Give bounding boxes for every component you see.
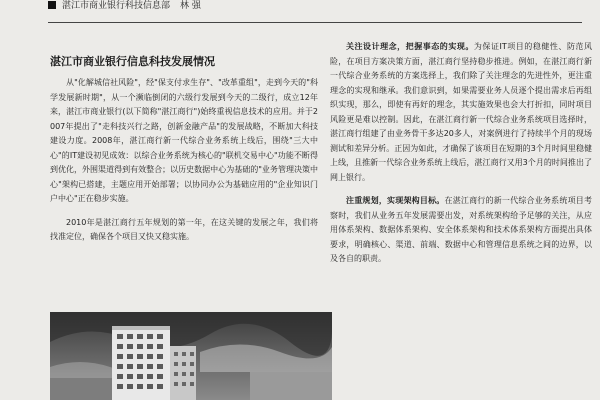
building-photo [50, 312, 332, 400]
article-title: 湛江市商业银行信息科技发展情况 [50, 55, 215, 68]
left-paragraph-1: 从"化解城信社风险"，经"保支付求生存"、"改革重组"，走到今天的"科学发展新时期"，从一个濒临倒闭的六级行发展到今天的二级行，成立12年来，湛江市商业银行(以下简称"湛江商行")始终重视信息技术的应用。并于2007年提出了"走科技兴行之路，创新金融产品"的发展战略，不断加大科技建设力度。2008年，湛江商行新一代综合业务系统上线后，围绕"三大中心"的IT建设初见成效：以综合业务系统为核心的"联机交易中心"功能不断得到优化，外围渠道得到有效整合；以历史数据中心为基础的"业务管理决策中心"架构已搭建，主题应用开始部署；以协同办公为基础应用的"企业知识门户中心"正在稳步实施。 [50, 78, 318, 203]
byline-author: 林 强 [180, 1, 201, 11]
right-paragraph-1-lead: 关注设计理念，把握事态的实现。 [346, 42, 474, 51]
building-photo-graphic [50, 312, 332, 400]
right-paragraph-2-text: 在湛江商行的新一代综合业务系统项目考察时，我们从业务五年发展需要出发，对系统架构给予足够的关注，从应用体系架构、数据体系架构、安全体系架构和技术体系架构方面提出具体要求，明确核心、渠道、前端、数据中心和管理信息系统之间的边界，以及各自的职责。 [330, 196, 592, 263]
header-rule [48, 22, 582, 23]
right-paragraph-1-text: 为保证IT项目的稳健性、防范风险，在项目方案决策方面，湛江商行坚持稳步推进。例如，在湛江商行新一代综合业务系统的方案选择上，我们除了关注理念的先进性外，更注重理念的实现和继承。我们意识到，如果需要业务人员逐个提出需求后再组织实现，那么，即使有再好的理念，其实施效果也会大打折扣，同时项目风险更是难以控制。因此，在湛江商行新一代综合业务系统项目选择时，湛江商行组建了由业务骨干多达20多人，对案例进行了持续半个月的现场测试和差异分析。正因为如此，才确保了该项目在短期的3个月时间里稳健上线，且推新一代综合业务系统上线后，湛江商行又用3个月的时间推出了网上银行。 [330, 42, 592, 182]
right-paragraph-2 [330, 194, 592, 267]
left-column [50, 55, 318, 254]
right-paragraph-1 [330, 40, 592, 185]
right-paragraph-2-lead: 注重规划，实现架构目标。 [346, 196, 445, 205]
left-paragraph-2: 2010年是湛江商行五年规划的第一年，在这关键的发展之年，我们将找准定位，确保各个项目又快又稳实施。 [50, 217, 318, 241]
byline [48, 0, 201, 12]
byline-affiliation: 湛江市商业银行科技信息部 [62, 1, 171, 11]
section-marker [48, 1, 56, 9]
right-column [330, 40, 592, 276]
